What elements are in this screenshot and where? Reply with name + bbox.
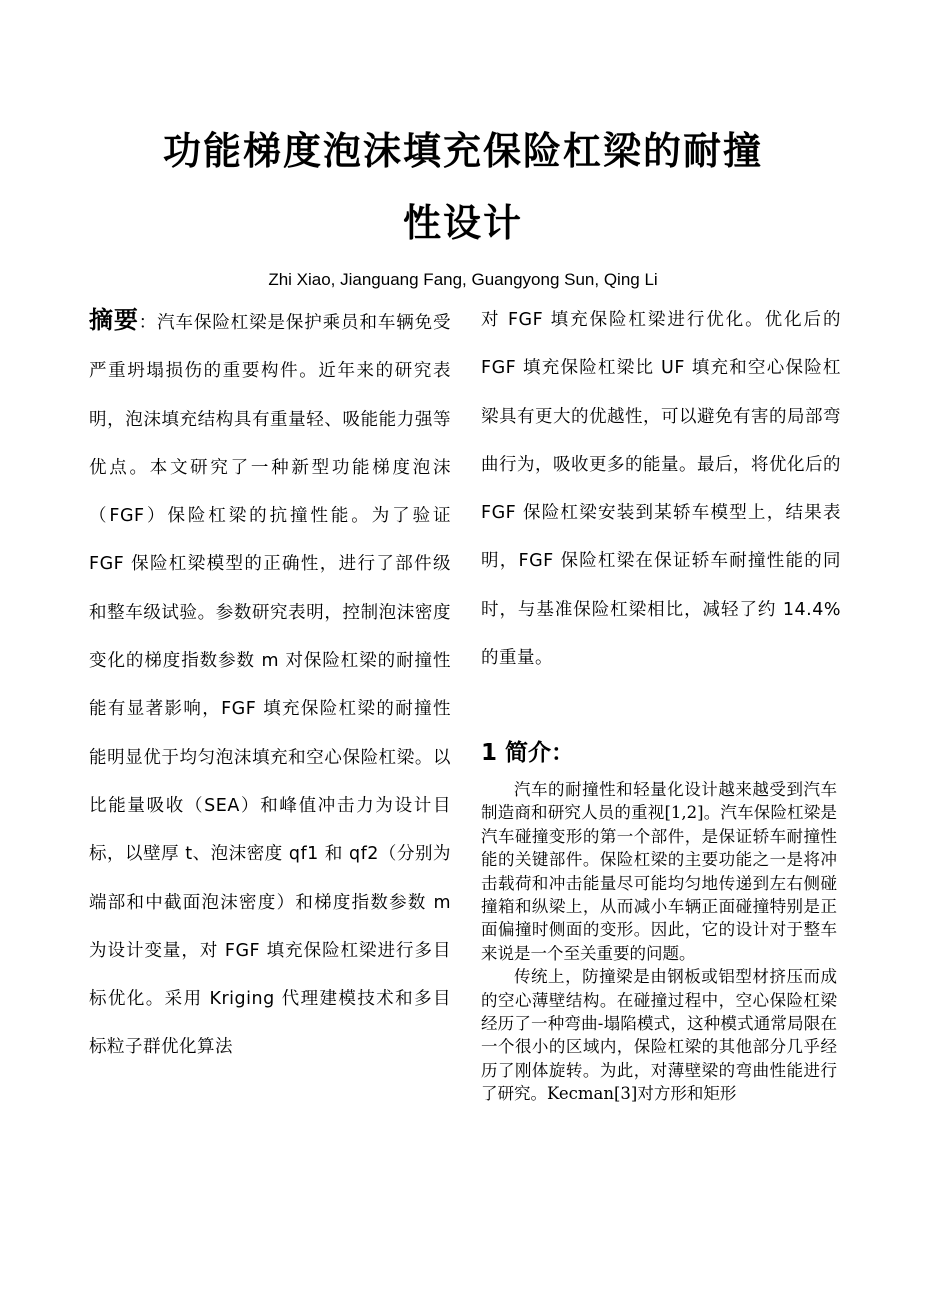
- abstract-heading-colon: ：: [138, 313, 158, 333]
- paper-title-line-1: 功能梯度泡沫填充保险杠梁的耐撞: [162, 129, 763, 173]
- abstract-heading: 摘要: [89, 306, 139, 334]
- abstract-column-left: [89, 296, 451, 1072]
- introduction-body: [481, 778, 837, 1106]
- section-heading-introduction: 1 简介：: [481, 740, 575, 766]
- author-list: Zhi Xiao, Jianguang Fang, Guangyong Sun, Qing Li: [268, 270, 658, 289]
- abstract-column-right: [481, 296, 841, 682]
- paper-title-line-2: 性设计: [402, 201, 523, 245]
- abstract-text-right: 对 FGF 填充保险杠梁进行优化。优化后的 FGF 填充保险杠梁比 UF 填充和空心保险杠梁具有更大的优越性，可以避免有害的局部弯曲行为，吸收更多的能量。最后，将优化后的 FGF 保险杠梁安装到某轿车模型上，结果表明，FGF 保险杠梁在保证轿车耐撞性能的同时，与基准保险杠梁相比，减轻了约 14.4%的重量。: [481, 310, 841, 669]
- introduction-paragraph: 传统上，防撞梁是由钢板或铝型材挤压而成的空心薄壁结构。在碰撞过程中，空心保险杠梁经历了一种弯曲-塌陷模式，这种模式通常局限在一个很小的区域内，保险杠梁的其他部分几乎经历了刚体旋转。为此，对薄壁梁的弯曲性能进行了研究。Kecman[3]对方形和矩形: [481, 967, 837, 1104]
- introduction-paragraph: 汽车的耐撞性和轻量化设计越来越受到汽车制造商和研究人员的重视[1,2]。汽车保险杠梁是汽车碰撞变形的第一个部件，是保证轿车耐撞性能的关键部件。保险杠梁的主要功能之一是将冲击载荷和冲击能量尽可能均匀地传递到左右侧碰撞箱和纵梁上，从而减小车辆正面碰撞特别是正面偏撞时侧面的变形。因此，它的设计对于整车来说是一个至关重要的问题。: [481, 780, 837, 963]
- abstract-text-left: 汽车保险杠梁是保护乘员和车辆免受严重坍塌损伤的重要构件。近年来的研究表明，泡沫填充结构具有重量轻、吸能能力强等优点。本文研究了一种新型功能梯度泡沫（FGF）保险杠梁的抗撞性能。为了验证 FGF 保险杠梁模型的正确性，进行了部件级和整车级试验。参数研究表明，控制泡沫密度变化的梯度指数参数 m 对保险杠梁的耐撞性能有显著影响，FGF 填充保险杠梁的耐撞性能明显优于均匀泡沫填充和空心保险杠梁。以比能量吸收（SEA）和峰值冲击力为设计目标，以壁厚 t、泡沫密度 qf1 和 qf2（分别为端部和中截面泡沫密度）和梯度指数参数 m 为设计变量，对 FGF 填充保险杠梁进行多目标优化。采用 Kriging 代理建模技术和多目标粒子群优化算法: [89, 313, 452, 1058]
